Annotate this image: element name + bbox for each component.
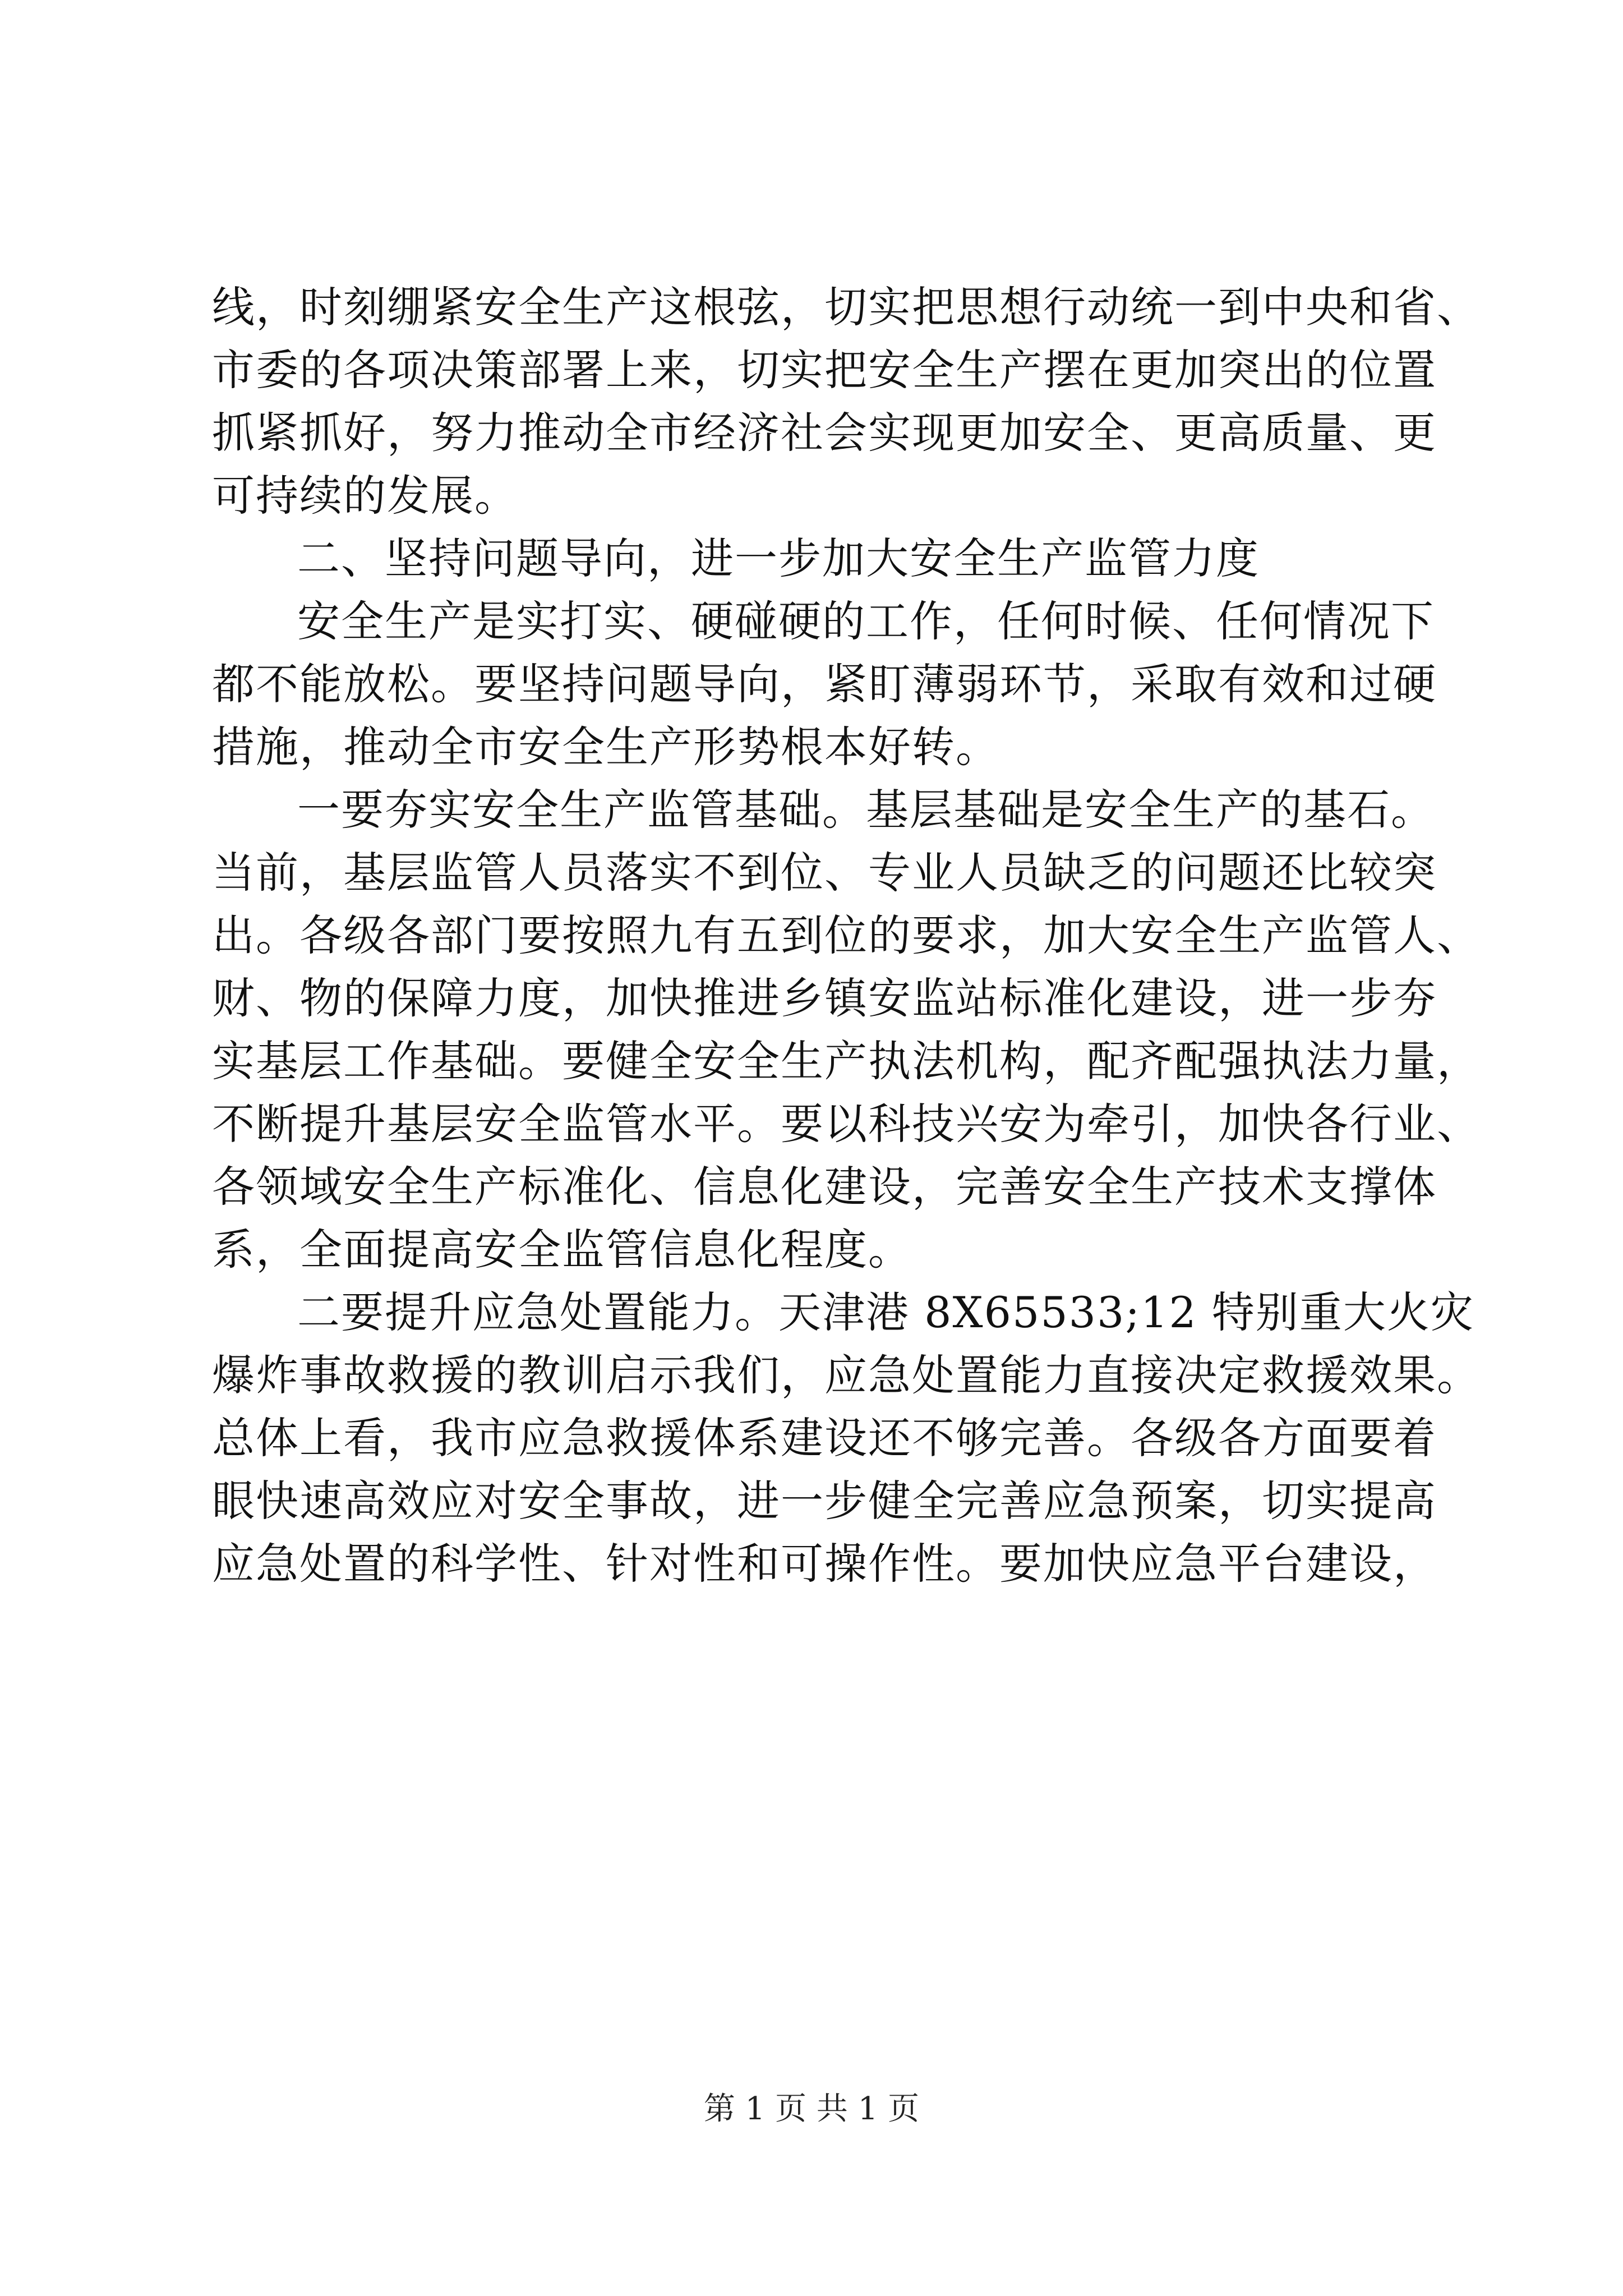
text-line: 不断提升基层安全监管水平。要以科技兴安为牵引，加快各行业、 [212, 1099, 1481, 1149]
text-line: 安全生产是实打实、硬碰硬的工作，任何时候、任何情况下 [297, 596, 1435, 646]
text-line: 可持续的发展。 [212, 471, 518, 521]
text-line: 爆炸事故救援的教训启示我们，应急处置能力直接决定救援效果。 [212, 1350, 1481, 1400]
text-line: 应急处置的科学性、针对性和可操作性。要加快应急平台建设， [212, 1539, 1437, 1589]
text-line: 都不能放松。要坚持问题导向，紧盯薄弱环节，采取有效和过硬 [212, 659, 1437, 709]
page-footer: 第 1 页 共 1 页 [703, 2091, 920, 2127]
text-line: 市委的各项决策部署上来，切实把安全生产摆在更加突出的位置 [212, 345, 1437, 395]
text-line: 财、物的保障力度，加快推进乡镇安监站标准化建设，进一步夯 [212, 973, 1437, 1023]
text-line: 出。各级各部门要按照九有五到位的要求，加大安全生产监管人、 [212, 910, 1481, 960]
text-line: 各领域安全生产标准化、信息化建设，完善安全生产技术支撑体 [212, 1162, 1437, 1212]
text-line: 二要提升应急处置能力。天津港 8X65533;12 特别重大火灾 [297, 1287, 1474, 1337]
text-line: 系，全面提高安全监管信息化程度。 [212, 1225, 912, 1274]
section-heading: 二、坚持问题导向，进一步加大安全生产监管力度 [297, 533, 1260, 583]
text-line: 实基层工作基础。要健全安全生产执法机构，配齐配强执法力量， [212, 1036, 1481, 1086]
body-text [212, 276, 1481, 1595]
text-line: 眼快速高效应对安全事故，进一步健全完善应急预案，切实提高 [212, 1476, 1437, 1526]
text-line: 措施，推动全市安全生产形势根本好转。 [212, 722, 999, 772]
text-line: 当前，基层监管人员落实不到位、专业人员缺乏的问题还比较突 [212, 848, 1437, 898]
text-line: 总体上看，我市应急救援体系建设还不够完善。各级各方面要着 [212, 1413, 1437, 1463]
text-line: 一要夯实安全生产监管基础。基层基础是安全生产的基石。 [297, 785, 1435, 835]
text-line: 线，时刻绷紧安全生产这根弦，切实把思想行动统一到中央和省、 [212, 282, 1481, 332]
text-line: 抓紧抓好，努力推动全市经济社会实现更加安全、更高质量、更 [212, 408, 1437, 458]
